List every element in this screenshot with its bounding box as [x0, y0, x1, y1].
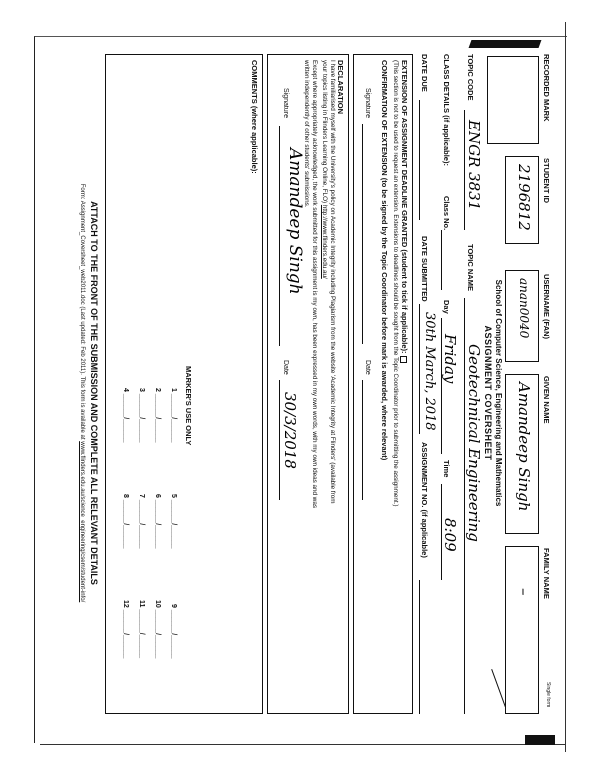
marker-number-9: 9: [170, 604, 177, 608]
marker-row-11: 11 ______/______: [138, 600, 145, 659]
marker-row-2: 2 ______/______: [154, 388, 161, 443]
marker-number-3: 3: [138, 388, 145, 392]
scan-artifact-top: [469, 40, 542, 48]
declaration-link[interactable]: http://www.flinders.edu.au/: [321, 204, 328, 279]
declaration-signature-value: Amandeep Singh: [285, 148, 305, 295]
topic-code-label: TOPIC CODE: [466, 54, 475, 101]
date-due-line: [419, 100, 420, 220]
form-title: ASSIGNMENT COVERSHEET: [483, 325, 493, 461]
marker-number-6: 6: [154, 494, 161, 498]
given-name-label: GIVEN NAME: [542, 376, 551, 424]
assignment-no-line: [419, 580, 420, 714]
marker-row-10: 10 ______/______: [154, 600, 161, 659]
marker-number-1: 1: [170, 388, 177, 392]
given-name-value: Amandeep Singh: [515, 382, 533, 512]
declaration-line1: I have familiarised myself with the University's policy on Academic Integrity including Plagiarism from the website 'Academic Integrity at Flinders' (available from: [329, 60, 336, 504]
declaration-signature-line[interactable]: [279, 126, 280, 346]
time-label: Time: [442, 460, 451, 478]
topic-name-value: Geotechnical Engineering: [465, 344, 483, 542]
family-name-label: FAMILY NAME: [542, 548, 551, 599]
declaration-date-line[interactable]: [279, 380, 280, 500]
declaration-line4: written independently of other students' submissions.: [303, 60, 310, 208]
declaration-line2-text: your topics listing in Flinders Learning Online, FLO): [321, 60, 328, 204]
attach-instruction: ATTACH TO THE FRONT OF THE SUBMISSION AND COMPLETE ALL RELEVANT DETAILS: [89, 201, 99, 585]
extension-signature-label: Signature: [364, 88, 371, 118]
topic-code-line: [464, 110, 465, 230]
marker-number-12: 12: [122, 600, 129, 608]
date-submitted-label: DATE SUBMITTED: [420, 236, 429, 302]
day-label: Day: [442, 300, 451, 314]
topic-name-line: [464, 298, 465, 714]
declaration-signature-label: Signature: [282, 88, 289, 118]
marker-number-8: 8: [122, 494, 129, 498]
marker-number-11: 11: [138, 600, 145, 608]
comments-label: COMMENTS (where applicable):: [250, 60, 259, 174]
extension-confirm: CONFIRMATION OF EXTENSION (to be signed by the Topic Coordinator before mark is awarded, where relevant): [380, 60, 389, 461]
marker-number-10: 10: [154, 600, 161, 608]
marker-row-3: 3 ______/______: [138, 388, 145, 443]
extension-signature-line[interactable]: [362, 124, 363, 344]
marker-row-7: 7 ______/______: [138, 494, 145, 549]
family-name-box: [505, 546, 539, 714]
marker-number-5: 5: [170, 494, 177, 498]
marker-number-7: 7: [138, 494, 145, 498]
school-title: School of Computer Science, Engineering and Mathematics: [494, 279, 503, 507]
username-value: anan0040: [517, 278, 531, 339]
marker-row-8: 8 ______/______: [122, 494, 129, 549]
day-value: Friday: [441, 334, 459, 384]
student-id-value: 2196812: [515, 164, 533, 231]
markers-label: MARKER'S USE ONLY: [184, 366, 193, 446]
day-line: [441, 318, 442, 454]
marker-number-4: 4: [122, 388, 129, 392]
time-value: 8:09: [441, 518, 459, 552]
username-label: USERNAME (FAN): [542, 274, 551, 339]
student-id-label: STUDENT ID: [542, 158, 551, 203]
topic-code-value: ENGR 3831: [465, 120, 483, 211]
date-due-label: DATE DUE: [420, 54, 429, 92]
recorded-mark-label: RECORDED MARK: [542, 54, 551, 122]
assignment-no-label: ASSIGNMENT NO. (if applicable): [420, 442, 429, 558]
form-footer: [79, 48, 85, 738]
extension-heading-text: EXTENSION OF ASSIGNMENT DEADLINE GRANTED (student to tick if applicable):: [400, 60, 409, 354]
date-submitted-value: 30th March, 2018: [422, 312, 437, 431]
extension-note: (This section is not to be used to request an extension. Extensions to deadlines should be sought from the Topic Coordinator prior to submitting the assignment.): [392, 60, 399, 507]
topic-name-label: TOPIC NAME: [466, 244, 475, 291]
scan-edge-right: [565, 22, 566, 752]
marker-number-2: 2: [154, 388, 161, 392]
single-form-label: Single form: [545, 682, 551, 708]
scan-edge-bottom: [40, 744, 566, 745]
family-name-value: –: [515, 588, 533, 596]
extension-heading: [400, 60, 409, 363]
extension-date-label: Date: [364, 360, 371, 375]
date-submitted-line: [419, 304, 420, 434]
extension-date-line[interactable]: [362, 380, 363, 500]
marker-row-6: 6 ______/______: [154, 494, 161, 549]
marker-row-12: 12 ______/______: [122, 600, 129, 659]
class-details-label: CLASS DETAILS (if applicable):: [442, 54, 451, 166]
class-no-label: Class No.: [442, 196, 451, 231]
marker-row-9: 9 ______/______: [170, 604, 177, 659]
extension-checkbox[interactable]: [400, 356, 407, 363]
marker-row-4: 4 ______/______: [122, 388, 129, 443]
rotated-coversheet: [35, 48, 555, 738]
time-line: [441, 484, 442, 580]
declaration-date-label: Date: [282, 360, 289, 375]
class-no-line: [441, 230, 442, 290]
marker-row-1: 1 ______/______: [170, 388, 177, 443]
footer-link[interactable]: www.flinders.edu.au/science_engineering/csem/student-info/: [79, 441, 85, 603]
footer-text: Form: Assignment_Coversheet_web2011.doc (Last updated: Feb 2011). This form is available at: [79, 183, 85, 440]
declaration-line3: Except where appropriately acknowledged, the work submitted for this assignment is my own, has been expressed in my own words, with my own ideas and was: [311, 60, 318, 508]
marker-row-5: 5 ______/______: [170, 494, 177, 549]
declaration-heading: DECLARATION: [336, 60, 345, 115]
declaration-date-value: 30/3/2018: [281, 392, 299, 469]
declaration-line2: [321, 60, 328, 279]
